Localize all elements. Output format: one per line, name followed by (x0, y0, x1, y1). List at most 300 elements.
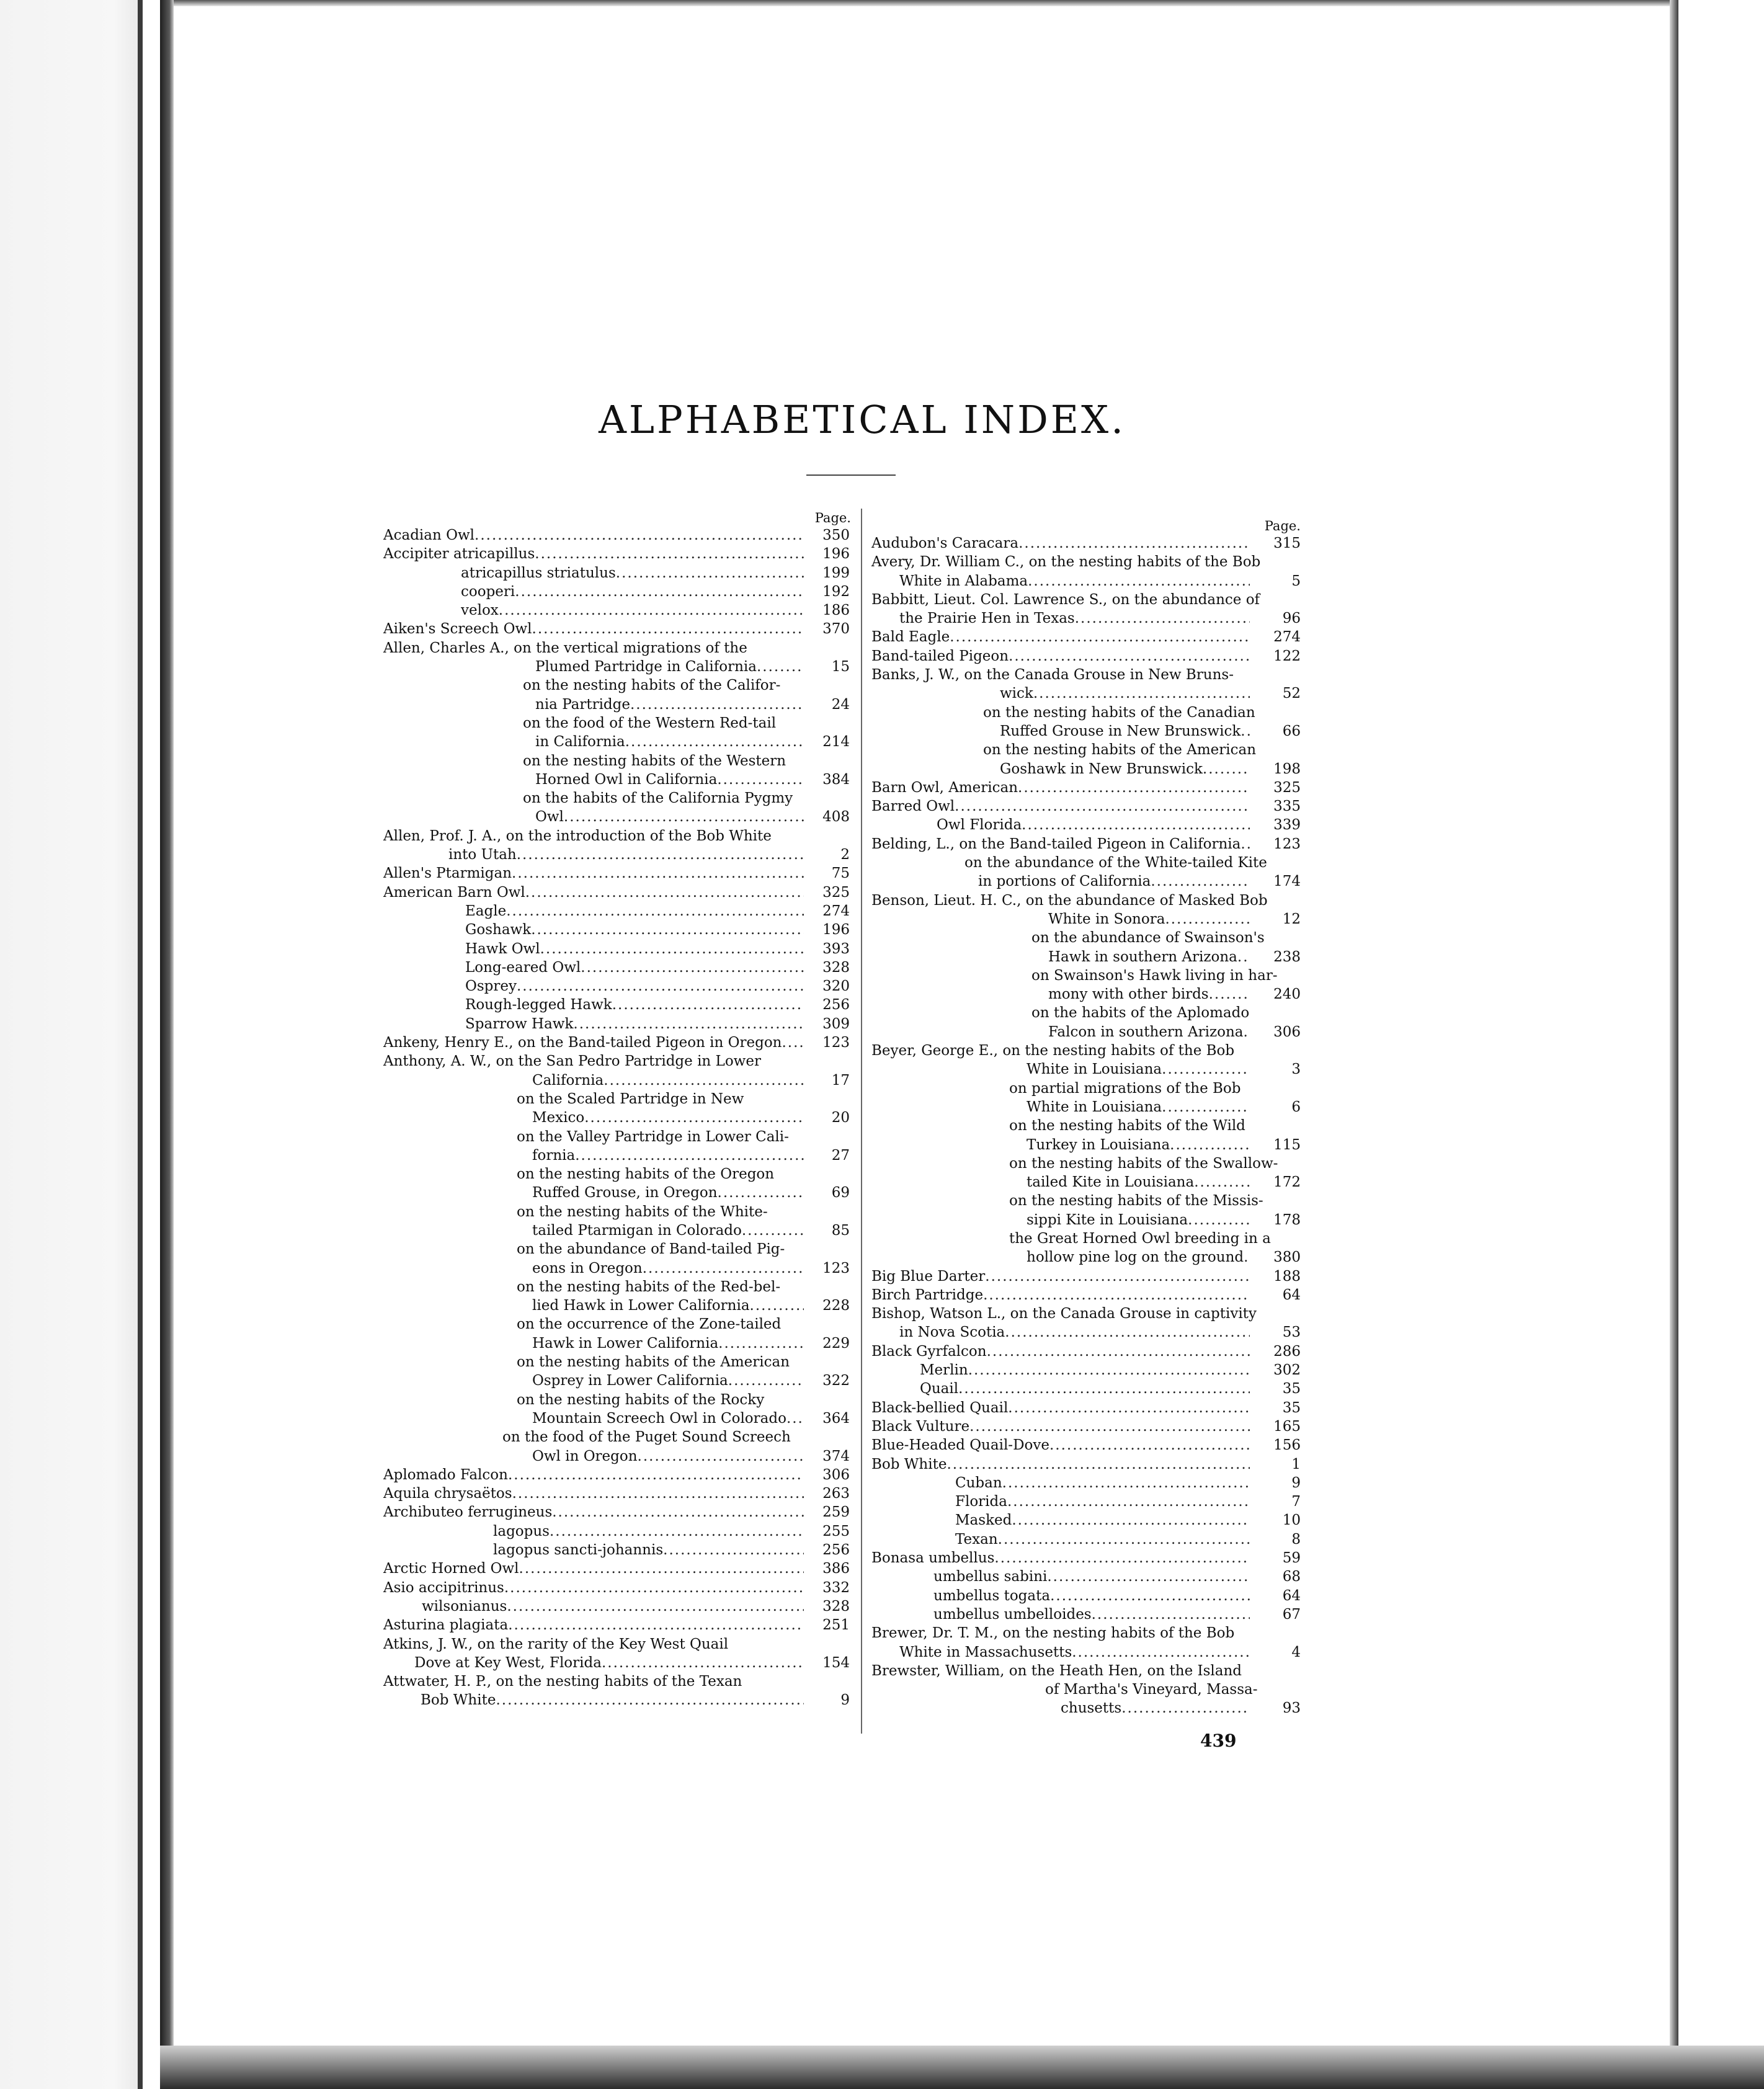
entry-page-number: 68 (1282, 1569, 1301, 1585)
index-entry (871, 1436, 1301, 1454)
index-entry (871, 1567, 1301, 1586)
entry-text: Ruffed Grouse, in Oregon (532, 1183, 718, 1202)
dot-leader (515, 582, 804, 601)
entry-text: Beyer, George E., on the nesting habits of the Bob (871, 1043, 1235, 1059)
entry-text: hollow pine log on the ground (1027, 1248, 1244, 1267)
dot-leader (474, 526, 804, 545)
index-entry (871, 1191, 1301, 1210)
entry-page-number: 20 (831, 1110, 850, 1126)
entry-leader (383, 1616, 804, 1634)
page-title: ALPHABETICAL INDEX. (599, 397, 1126, 442)
entry-page-number: 66 (1282, 723, 1301, 739)
dot-leader (955, 797, 1250, 816)
index-entry (383, 564, 855, 582)
entry-text: Black Vulture (871, 1417, 969, 1436)
entry-text: umbellus sabini (933, 1567, 1047, 1586)
dot-leader (519, 1559, 804, 1578)
entry-leader (461, 582, 804, 601)
entry-text: on the nesting habits of the Missis- (1009, 1193, 1263, 1209)
index-entry (871, 948, 1301, 966)
entry-leader (535, 657, 804, 676)
index-entry (383, 1146, 855, 1165)
index-entry (871, 1098, 1301, 1116)
dot-leader (1007, 1492, 1250, 1511)
entry-page-number: 240 (1273, 986, 1301, 1003)
entry-leader (532, 1409, 804, 1428)
index-entry (871, 590, 1301, 609)
index-entry (871, 1662, 1301, 1680)
index-entry (383, 733, 855, 751)
entry-leader (383, 1559, 804, 1578)
entry-text: on the nesting habits of the Wild (1009, 1118, 1245, 1134)
dot-leader (1244, 1248, 1250, 1267)
dot-leader (1009, 647, 1250, 666)
page-column-heading: Page. (1264, 519, 1301, 533)
index-entry (871, 553, 1301, 571)
entry-page-number: 4 (1291, 1644, 1301, 1660)
entry-text: the Great Horned Owl breeding in a (1009, 1230, 1271, 1247)
index-entry (871, 666, 1301, 684)
entry-text: White in Alabama (899, 572, 1028, 590)
index-entry (383, 1315, 855, 1334)
dot-leader (786, 1409, 804, 1428)
entry-text: umbellus togata (933, 1587, 1050, 1605)
entry-text: Ruffed Grouse in New Brunswick (1000, 722, 1241, 741)
entry-leader (535, 733, 804, 751)
index-entry (383, 1334, 855, 1353)
dot-leader (718, 1334, 804, 1353)
entry-text: Bishop, Watson L., on the Canada Grouse in captivity (871, 1306, 1257, 1322)
entry-page-number: 315 (1273, 535, 1301, 551)
entry-leader (383, 1503, 804, 1521)
entry-text: on Swainson's Hawk living in har- (1031, 967, 1278, 984)
index-entry (871, 1004, 1301, 1022)
entry-text: Big Blue Darter (871, 1267, 985, 1286)
entry-page-number: 251 (822, 1617, 850, 1634)
entry-leader (1048, 910, 1250, 929)
index-entry (383, 920, 855, 939)
entry-page-number: 274 (1273, 629, 1301, 646)
dot-leader (604, 1071, 804, 1090)
entry-leader (414, 1654, 804, 1672)
index-entry (383, 714, 855, 733)
entry-page-number: 302 (1273, 1362, 1301, 1379)
dot-leader (504, 1579, 804, 1597)
dot-leader (717, 770, 804, 789)
dot-leader (728, 1371, 804, 1390)
entry-page-number: 350 (822, 527, 850, 543)
dot-leader (1203, 760, 1250, 778)
entry-page-number: 196 (822, 546, 850, 563)
entry-leader (871, 778, 1250, 797)
entry-text: White in Louisiana (1027, 1060, 1162, 1079)
index-column-left (383, 510, 855, 1710)
index-entry (871, 910, 1301, 929)
index-entry (383, 1052, 855, 1071)
entry-text: tailed Kite in Louisiana (1027, 1173, 1194, 1191)
entry-leader (1048, 948, 1250, 966)
entry-leader (1027, 1248, 1250, 1267)
entry-text: umbellus umbelloides (933, 1605, 1092, 1624)
entry-text: California (532, 1071, 604, 1090)
entry-leader (899, 1323, 1250, 1342)
dot-leader (1047, 1567, 1250, 1586)
entry-text: Blue-Headed Quail-Dove (871, 1436, 1049, 1454)
entry-text: Masked (955, 1511, 1012, 1530)
entry-text: Audubon's Caracara (871, 534, 1018, 553)
entry-page-number: 165 (1273, 1418, 1301, 1435)
entry-page-number: 172 (1273, 1174, 1301, 1191)
entry-text: Florida (955, 1492, 1007, 1511)
index-entry (871, 816, 1301, 834)
entry-text: Acadian Owl (383, 526, 474, 545)
entry-text: lagopus sancti-johannis (493, 1541, 663, 1559)
dot-leader (1162, 1098, 1250, 1116)
index-entry (383, 789, 855, 808)
entry-leader (871, 1399, 1250, 1417)
dot-leader (1005, 1323, 1250, 1342)
index-entry (383, 1579, 855, 1597)
entry-leader (383, 1579, 804, 1597)
entry-page-number: 393 (822, 940, 850, 957)
entry-text: tailed Ptarmigan in Colorado (532, 1221, 742, 1240)
dot-leader (512, 1484, 804, 1503)
dot-leader (1022, 816, 1250, 834)
dot-leader (552, 1503, 804, 1521)
entry-page-number: 17 (831, 1072, 850, 1089)
dot-leader (507, 1597, 804, 1616)
dot-leader (1165, 910, 1250, 929)
entry-leader (532, 1296, 804, 1315)
entry-leader (955, 1511, 1250, 1530)
index-entry (383, 1484, 855, 1503)
entry-leader (532, 1146, 804, 1165)
index-entry (383, 1597, 855, 1616)
index-entry (871, 628, 1301, 646)
index-entry (871, 1399, 1301, 1417)
entry-text: nia Partridge (535, 695, 630, 714)
entry-text: Osprey in Lower California (532, 1371, 728, 1390)
entry-leader (422, 1597, 804, 1616)
dot-leader (1244, 1023, 1250, 1041)
dot-leader (1018, 534, 1250, 553)
index-entry (383, 1391, 855, 1409)
entry-text: on the abundance of Band-tailed Pig- (517, 1241, 785, 1258)
entry-text: Hawk Owl (465, 940, 540, 958)
index-entry (383, 1559, 855, 1578)
entry-leader (383, 1033, 804, 1052)
dot-leader (994, 1549, 1250, 1567)
index-entry (383, 864, 855, 883)
page-top-edge (174, 0, 1670, 6)
entry-leader (1027, 1173, 1250, 1191)
entry-leader (955, 1474, 1250, 1492)
entry-page-number: 123 (1273, 835, 1301, 852)
entry-text: Goshawk in New Brunswick (1000, 760, 1203, 778)
index-entry (383, 1033, 855, 1052)
index-entry (871, 684, 1301, 703)
index-entry (383, 582, 855, 601)
entry-text: Allen, Prof. J. A., on the introduction of the Bob White (383, 827, 772, 844)
entry-leader (871, 1455, 1250, 1474)
index-entry (383, 1447, 855, 1466)
entry-leader (532, 1371, 804, 1390)
entry-leader (899, 1643, 1250, 1662)
dot-leader (1241, 835, 1250, 853)
entry-text: Asio accipitrinus (383, 1579, 504, 1597)
entry-text: Merlin (920, 1361, 968, 1379)
entry-leader (383, 526, 804, 545)
entry-leader (871, 1286, 1250, 1304)
index-entry (871, 1229, 1301, 1248)
entry-page-number: 328 (822, 1598, 850, 1615)
entry-leader (465, 996, 804, 1014)
entry-text: wilsonianus (422, 1597, 507, 1616)
entry-text: Owl in Oregon (532, 1447, 638, 1466)
entry-page-number: 263 (822, 1485, 850, 1502)
index-entry (383, 883, 855, 902)
index-entry (871, 1587, 1301, 1605)
dot-leader (1050, 1587, 1250, 1605)
index-entry (383, 601, 855, 620)
dot-leader (525, 883, 804, 902)
entry-leader (871, 1342, 1250, 1361)
entry-text: Texan (955, 1530, 998, 1549)
dot-leader (575, 1146, 804, 1165)
entry-leader (383, 883, 804, 902)
entry-leader (461, 564, 804, 582)
index-entry (871, 1624, 1301, 1642)
entry-leader (465, 940, 804, 958)
entry-leader (933, 1567, 1250, 1586)
entry-text: on the food of the Puget Sound Screech (502, 1429, 791, 1446)
index-entry (871, 797, 1301, 816)
entry-page-number: 214 (822, 734, 850, 751)
entry-leader (937, 816, 1250, 834)
dot-leader (517, 845, 804, 864)
dot-leader (616, 564, 804, 582)
entry-text: on the nesting habits of the American (517, 1354, 790, 1371)
entry-page-number: 27 (831, 1147, 850, 1164)
dot-leader (750, 1296, 804, 1315)
dot-leader (517, 977, 804, 996)
index-entry (383, 1353, 855, 1371)
dot-leader (968, 1361, 1250, 1379)
entry-text: into Utah (448, 845, 517, 864)
index-entry (383, 1522, 855, 1541)
entry-text: Archibuteo ferrugineus (383, 1503, 552, 1521)
entry-leader (532, 1221, 804, 1240)
index-entry (383, 657, 855, 676)
index-entry (871, 778, 1301, 797)
entry-page-number: 2 (840, 847, 850, 863)
entry-page-number: 9 (1291, 1474, 1301, 1491)
index-entry (871, 1492, 1301, 1511)
entry-text: Avery, Dr. William C., on the nesting habits of the Bob (871, 554, 1261, 571)
entry-text: Asturina plagiata (383, 1616, 508, 1634)
index-entry (871, 1304, 1301, 1323)
entry-page-number: 198 (1273, 760, 1301, 777)
entry-text: in portions of California (978, 872, 1151, 891)
entry-text: Barred Owl (871, 797, 955, 816)
entry-page-number: 325 (1273, 779, 1301, 796)
index-entry (871, 1474, 1301, 1492)
index-entry (383, 1503, 855, 1521)
index-entry (383, 1371, 855, 1390)
entry-text: wick (1000, 684, 1033, 703)
entry-text: on the nesting habits of the Califor- (523, 677, 781, 694)
entry-leader (920, 1361, 1250, 1379)
index-entry (871, 1136, 1301, 1154)
index-entry (383, 752, 855, 770)
index-entry (383, 1466, 855, 1484)
dot-leader (1241, 722, 1250, 741)
dot-leader (1028, 572, 1250, 590)
dot-leader (496, 1691, 804, 1709)
entry-page-number: 408 (822, 809, 850, 826)
entry-text: Aquila chrysaëtos (383, 1484, 512, 1503)
dot-leader (584, 1108, 804, 1127)
index-entry (871, 929, 1301, 947)
index-entry (383, 1616, 855, 1634)
entry-leader (383, 864, 804, 883)
entry-page-number: 85 (831, 1222, 850, 1239)
entry-page-number: 309 (822, 1015, 850, 1032)
index-entry (383, 1541, 855, 1559)
index-entry (383, 1296, 855, 1315)
index-entry (383, 1015, 855, 1033)
entry-text: Belding, L., on the Band-tailed Pigeon in California (871, 835, 1241, 853)
index-entry (383, 1259, 855, 1278)
dot-leader (947, 1455, 1250, 1474)
dot-leader (987, 1342, 1250, 1361)
entry-leader (955, 1530, 1250, 1549)
entry-page-number: 228 (822, 1298, 850, 1314)
entry-page-number: 35 (1282, 1381, 1301, 1397)
entry-page-number: 370 (822, 621, 850, 638)
dot-leader (1018, 778, 1250, 797)
entry-text: Quail (920, 1379, 958, 1398)
index-entry (871, 1041, 1301, 1060)
entry-page-number: 24 (831, 696, 850, 713)
dot-leader (1012, 1511, 1250, 1530)
dot-leader (663, 1541, 804, 1559)
entry-text: chusetts (1061, 1699, 1121, 1717)
dot-leader (1072, 1643, 1250, 1662)
entry-leader (1027, 1098, 1250, 1116)
entry-leader (933, 1605, 1250, 1624)
index-entry (871, 647, 1301, 666)
entry-page-number: 122 (1273, 648, 1301, 664)
index-entry (383, 1221, 855, 1240)
index-entry (383, 1409, 855, 1428)
index-entry (383, 808, 855, 826)
dot-leader (1002, 1474, 1250, 1492)
entry-page-number: 199 (822, 564, 850, 581)
entry-text: on the nesting habits of the Canadian (983, 704, 1255, 721)
index-entry (383, 827, 855, 845)
entry-leader (383, 545, 804, 563)
entry-text: Black Gyrfalcon (871, 1342, 987, 1361)
entry-leader (383, 1484, 804, 1503)
entry-text: Babbitt, Lieut. Col. Lawrence S., on the abundance of (871, 591, 1260, 608)
entry-leader (899, 609, 1250, 628)
dot-leader (512, 864, 804, 883)
entry-page-number: 1 (1291, 1456, 1301, 1472)
entry-text: Hawk in Lower California (532, 1334, 718, 1353)
entry-page-number: 93 (1282, 1700, 1301, 1717)
entry-page-number: 178 (1273, 1211, 1301, 1228)
entry-text: Owl Florida (937, 816, 1022, 834)
entry-text: of Martha's Vineyard, Massa- (1045, 1681, 1258, 1698)
entry-page-number: 8 (1291, 1531, 1301, 1548)
entry-leader (493, 1522, 804, 1541)
entry-leader (532, 1259, 804, 1278)
entry-page-number: 238 (1273, 948, 1301, 965)
dot-leader (1209, 985, 1250, 1004)
index-entry (871, 741, 1301, 759)
index-entry (871, 1323, 1301, 1342)
entry-page-number: 364 (822, 1410, 850, 1427)
entry-text: on the nesting habits of the Swallow- (1009, 1155, 1278, 1172)
entry-leader (465, 977, 804, 996)
index-entry (383, 1128, 855, 1146)
index-entry (871, 1079, 1301, 1098)
index-entry (871, 534, 1301, 553)
entry-text: Ankeny, Henry E., on the Band-tailed Pigeon in Oregon (383, 1033, 782, 1052)
entry-text: on the Valley Partridge in Lower Cali- (517, 1128, 789, 1145)
index-entry (871, 1605, 1301, 1624)
index-entry (383, 1165, 855, 1183)
dot-leader (1121, 1699, 1250, 1717)
entry-leader (535, 695, 804, 714)
dot-leader (1194, 1173, 1250, 1191)
entry-leader (871, 1549, 1250, 1567)
index-entry (871, 572, 1301, 590)
gutter (143, 0, 160, 2089)
entry-leader (383, 1466, 804, 1484)
entry-text: sippi Kite in Louisiana (1027, 1211, 1188, 1229)
index-entry (871, 760, 1301, 778)
entry-page-number: 69 (831, 1185, 850, 1201)
index-entry (871, 703, 1301, 722)
entry-text: Turkey in Louisiana (1027, 1136, 1170, 1154)
entry-page-number: 286 (1273, 1343, 1301, 1360)
entry-page-number: 123 (822, 1260, 850, 1276)
entry-page-number: 380 (1273, 1249, 1301, 1266)
dot-leader (564, 808, 804, 826)
entry-text: on the abundance of Swainson's (1031, 930, 1265, 947)
index-entry (871, 1643, 1301, 1662)
entry-leader (535, 770, 804, 789)
index-entry (383, 620, 855, 638)
entry-text: on the nesting habits of the American (983, 742, 1257, 759)
index-entry (383, 1635, 855, 1654)
dot-leader (540, 940, 804, 958)
entry-text: Long-eared Owl (465, 958, 581, 977)
entry-text: American Barn Owl (383, 883, 525, 902)
index-entry (871, 1417, 1301, 1436)
dot-leader (718, 1183, 804, 1202)
entry-text: on the habits of the California Pygmy (523, 790, 793, 807)
dot-leader (499, 601, 804, 620)
entry-leader (1027, 1060, 1250, 1079)
entry-text: atricapillus striatulus (461, 564, 616, 582)
entry-text: mony with other birds (1048, 985, 1209, 1004)
entry-page-number: 335 (1273, 798, 1301, 815)
index-entry (871, 1680, 1301, 1699)
entry-page-number: 59 (1282, 1550, 1301, 1567)
